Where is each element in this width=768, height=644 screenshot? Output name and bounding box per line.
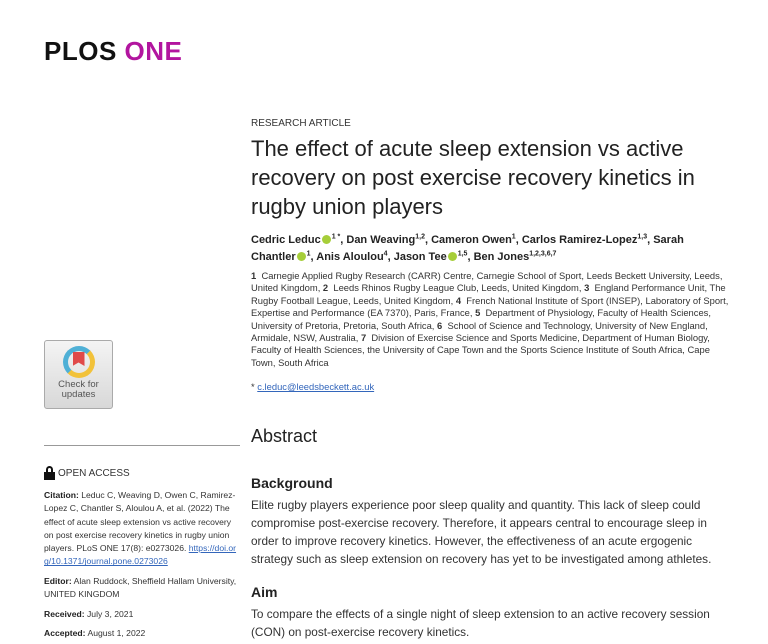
affiliation: 7 Division of Exercise Science and Sports Medicine, Department of Human Biology, Faculty of Health Sciences, the University of Cape Town and the Sports Science Institute of South Africa, Cape Town, South Africa <box>251 332 710 368</box>
orcid-icon[interactable] <box>297 252 306 261</box>
editor: Editor: Alan Ruddock, Sheffield Hallam University, UNITED KINGDOM <box>44 575 237 600</box>
open-access <box>44 466 242 480</box>
affiliation: 1 Carnegie Applied Rugby Research (CARR) Centre, Carnegie School of Sport, Leeds Beckett University, Leeds, United Kingdom, <box>251 270 723 294</box>
affiliation: 4 French National Institute of Sport (INSEP), Laboratory of Sport, Expertise and Performance (EA 7370), Paris, France, <box>251 294 729 319</box>
author: Ben Jones$^{1,2,3,6,7}$ <box>473 250 557 263</box>
open-lock-icon <box>44 466 55 480</box>
aim-text: To compare the effects of a single night of sleep extension to an active recovery session (CON) on post-exercise recovery kinetics. <box>251 607 710 640</box>
badge-line2: updates <box>61 389 96 400</box>
orcid-icon[interactable] <box>448 252 457 261</box>
author: Cedric Leduc $^{1 *}$, <box>251 233 347 246</box>
crossmark-icon <box>63 346 95 378</box>
doi-link[interactable]: https://doi.org/10.1371/journal.pone.0273026 <box>44 543 237 567</box>
background-text: Elite rugby players experience poor sleep quality and quantity. This lack of sleep could compromise post-exercise recovery. Therefore, it appears central to encourage sleep in order to improve recovery kinetics. However, the effectiveness of an acute ergogenic strategy such as sleep extension on recovery has yet to be investigated among athletes. <box>251 498 712 567</box>
affiliation: 3 England Performance Unit, The Rugby Football League, Leeds, United Kingdom, <box>251 282 726 306</box>
accepted-date: Accepted: August 1, 2022 <box>44 627 146 638</box>
journal-logo: PLOS ONE <box>44 36 183 66</box>
affiliation: 6 School of Science and Technology, University of New England, Armidale, NSW, Australia, <box>251 319 708 344</box>
orcid-icon[interactable] <box>322 235 331 244</box>
citation: Citation: Leduc C, Weaving D, Owen C, Ramirez-Lopez C, Chantler S, Aloulou A, et al. (2022) The effect of acute sleep extension vs active recovery on post exercise recovery kinetics in rugby union players. PLoS ONE 17(8): e0273026. https://doi.org/10.1371/journal.pone.0273026 <box>44 490 237 567</box>
email-link[interactable]: c.leduc@leedsbeckett.ac.uk <box>257 381 375 393</box>
author: Anis Aloulou$^4$, <box>316 250 394 263</box>
divider <box>44 445 240 446</box>
author: Jason Tee $^{1,5}$, <box>393 250 474 263</box>
author: Cameron Owen$^1$, <box>431 233 522 246</box>
sidebar <box>44 466 242 640</box>
check-for-updates-button[interactable] <box>44 340 113 409</box>
affiliations <box>251 270 731 369</box>
corresponding-email: * c.leduc@leedsbeckett.ac.uk <box>251 381 375 393</box>
affiliation: 2 Leeds Rhinos Rugby League Club, Leeds, United Kingdom, <box>322 282 582 294</box>
received-date: Received: July 3, 2021 <box>44 609 134 620</box>
author: Sarah Chantler $^1$, <box>251 234 684 263</box>
abstract-heading: Abstract <box>251 426 318 447</box>
author-list <box>251 232 731 266</box>
article-type: RESEARCH ARTICLE <box>251 118 351 129</box>
author: Dan Weaving$^{1,2}$, <box>346 233 432 246</box>
open-access-label: OPEN ACCESS <box>58 467 130 479</box>
badge-line1: Check for <box>58 379 99 390</box>
article-main-column <box>251 118 731 641</box>
aim-heading: Aim <box>251 584 278 601</box>
background-heading: Background <box>251 475 333 492</box>
article-title: The effect of acute sleep extension vs active recovery on post exercise recovery kinetics in rugby union players <box>251 136 695 219</box>
author: Carlos Ramirez-Lopez$^{1,3}$, <box>521 233 654 246</box>
affiliation: 5 Department of Physiology, Faculty of Health Sciences, University of Pretoria, Pretoria, South Africa, <box>251 307 711 331</box>
